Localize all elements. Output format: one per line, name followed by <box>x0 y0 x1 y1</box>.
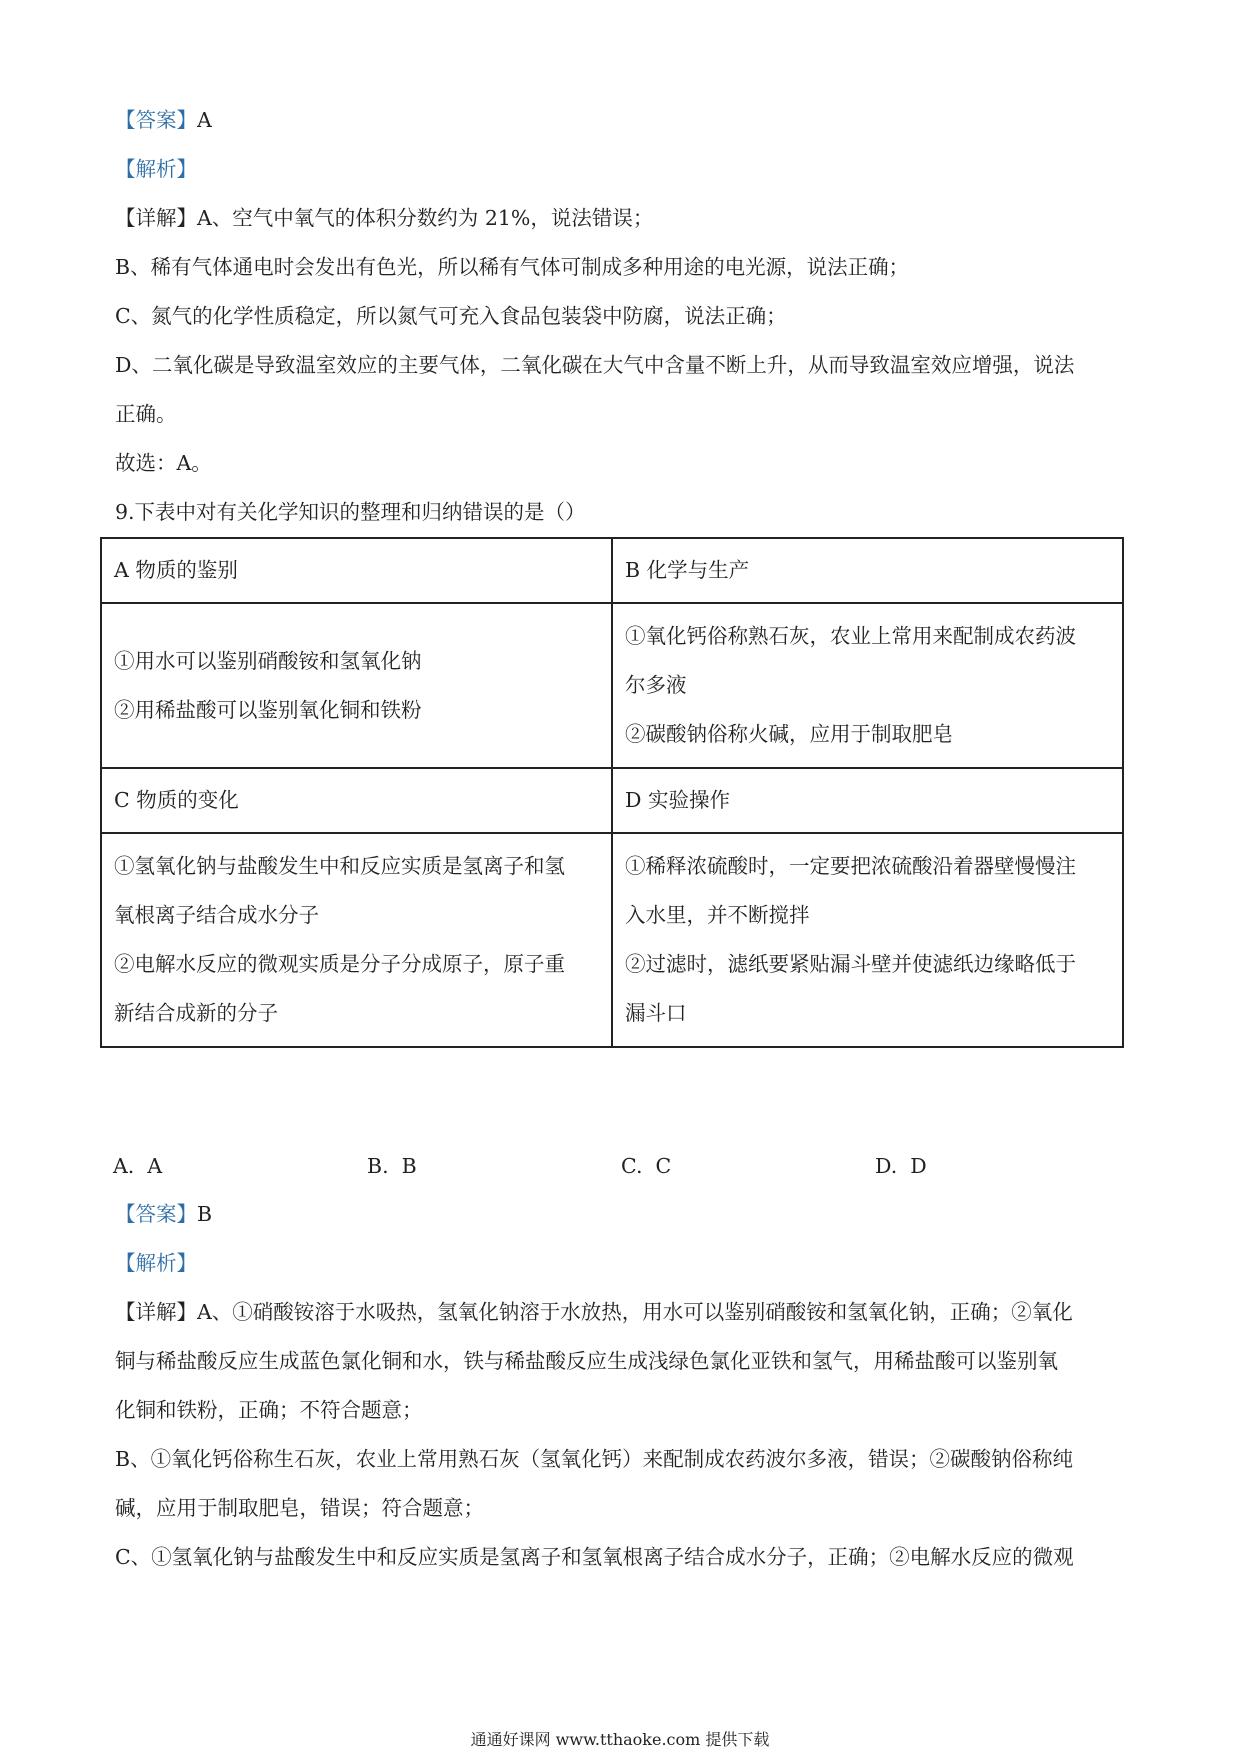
option-label: C. <box>621 1154 643 1178</box>
option-d <box>875 1146 927 1186</box>
answer-value: A <box>197 108 212 132</box>
cell-line: 新结合成新的分子 <box>114 1001 278 1025</box>
prev-detail-line-4: D、二氧化碳是导致温室效应的主要气体，二氧化碳在大气中含量不断上升，从而导致温室效应增强，说法 <box>115 353 1075 377</box>
cell-line: ②碳酸钠俗称火碱，应用于制取肥皂 <box>625 722 953 746</box>
table-header-b: B 化学与生产 <box>612 538 1123 603</box>
q9-detail-line-1 <box>115 1288 1135 1337</box>
option-b <box>367 1146 417 1186</box>
table-header-c: C 物质的变化 <box>101 768 612 833</box>
table-row <box>101 538 1123 603</box>
option-label: B. <box>367 1154 389 1178</box>
answer-tag: 【答案】 <box>115 1202 197 1226</box>
prev-detail-line-2: B、稀有气体通电时会发出有色光，所以稀有气体可制成多种用途的电光源，说法正确； <box>115 255 910 279</box>
question-stem: 9.下表中对有关化学知识的整理和归纳错误的是（） <box>115 500 586 524</box>
q9-detail-line-6: C、①氢氧化钠与盐酸发生中和反应实质是氢离子和氢氧根离子结合成水分子，正确；②电解水反应的微观 <box>115 1545 1074 1569</box>
cell-line: 漏斗口 <box>625 1001 687 1025</box>
q9-answer-line <box>115 1190 1135 1239</box>
table-header-a: A 物质的鉴别 <box>101 538 612 603</box>
cell-line: ①氢氧化钠与盐酸发生中和反应实质是氢离子和氢 <box>114 854 565 878</box>
q9-analysis-line <box>115 1239 1135 1288</box>
detail-tag: 【详解】 <box>115 206 197 230</box>
option-text: A <box>147 1154 163 1178</box>
cell-line: ①用水可以鉴别硝酸铵和氢氧化钠 <box>114 648 422 673</box>
cell-line: ①氧化钙俗称熟石灰，农业上常用来配制成农药波 <box>625 624 1076 648</box>
cell-line: ②电解水反应的微观实质是分子分成原子，原子重 <box>114 952 565 976</box>
answer-tag: 【答案】 <box>115 108 197 132</box>
page-footer: 通通好课网 www.tthaoke.com 提供下载 <box>470 1730 770 1749</box>
detail-tag: 【详解】 <box>115 1300 197 1324</box>
table-cell-c <box>101 833 612 1047</box>
option-a <box>113 1146 162 1186</box>
option-text: B <box>401 1154 417 1178</box>
option-text: C <box>655 1154 672 1178</box>
prev-conclusion-line: 故选：A。 <box>115 451 212 475</box>
cell-line: ②用稀盐酸可以鉴别氧化铜和铁粉 <box>114 697 422 722</box>
q9-detail-line-2: 铜与稀盐酸反应生成蓝色氯化铜和水，铁与稀盐酸反应生成浅绿色氯化亚铁和氢气，用稀盐酸可以鉴别氧 <box>115 1349 1058 1373</box>
table-cell-d <box>612 833 1123 1047</box>
option-c <box>621 1146 671 1186</box>
option-label: D. <box>875 1154 898 1178</box>
cell-line: ②过滤时，滤纸要紧贴漏斗壁并使滤纸边缘略低于 <box>625 952 1076 976</box>
table-cell-b <box>612 603 1123 768</box>
prev-detail-line-3: C、氮气的化学性质稳定，所以氮气可充入食品包装袋中防腐，说法正确； <box>115 304 787 328</box>
cell-line: 入水里，并不断搅拌 <box>625 903 810 927</box>
analysis-tag: 【解析】 <box>115 1251 197 1275</box>
analysis-tag: 【解析】 <box>115 157 197 181</box>
question-table <box>100 537 1124 1048</box>
table-header-d: D 实验操作 <box>612 768 1123 833</box>
q9-detail-line-5: 碱，应用于制取肥皂，错误；符合题意； <box>115 1496 484 1520</box>
q9-detail-line-4: B、①氧化钙俗称生石灰，农业上常用熟石灰（氢氧化钙）来配制成农药波尔多液，错误；②碳酸钠俗称纯 <box>115 1447 1074 1471</box>
table-cell-a <box>101 603 612 768</box>
q9-detail-line-3: 化铜和铁粉，正确；不符合题意； <box>115 1398 423 1422</box>
prev-detail-line-1 <box>115 194 1135 243</box>
option-text: D <box>910 1154 927 1178</box>
prev-analysis-line <box>115 145 1135 194</box>
detail-text: A、①硝酸铵溶于水吸热，氢氧化钠溶于水放热，用水可以鉴别硝酸铵和氢氧化钠，正确；②氧化 <box>197 1300 1073 1324</box>
prev-answer-line <box>115 96 1135 145</box>
prev-detail-line-5: 正确。 <box>115 402 177 426</box>
table-row <box>101 833 1123 1047</box>
answer-value: B <box>197 1202 213 1226</box>
cell-line: 尔多液 <box>625 673 687 697</box>
table-row <box>101 768 1123 833</box>
option-label: A. <box>113 1154 135 1178</box>
cell-line: 氧根离子结合成水分子 <box>114 903 319 927</box>
cell-line: ①稀释浓硫酸时，一定要把浓硫酸沿着器壁慢慢注 <box>625 854 1076 878</box>
table-row <box>101 603 1123 768</box>
detail-text: A、空气中氧气的体积分数约为 21%，说法错误； <box>197 206 654 230</box>
